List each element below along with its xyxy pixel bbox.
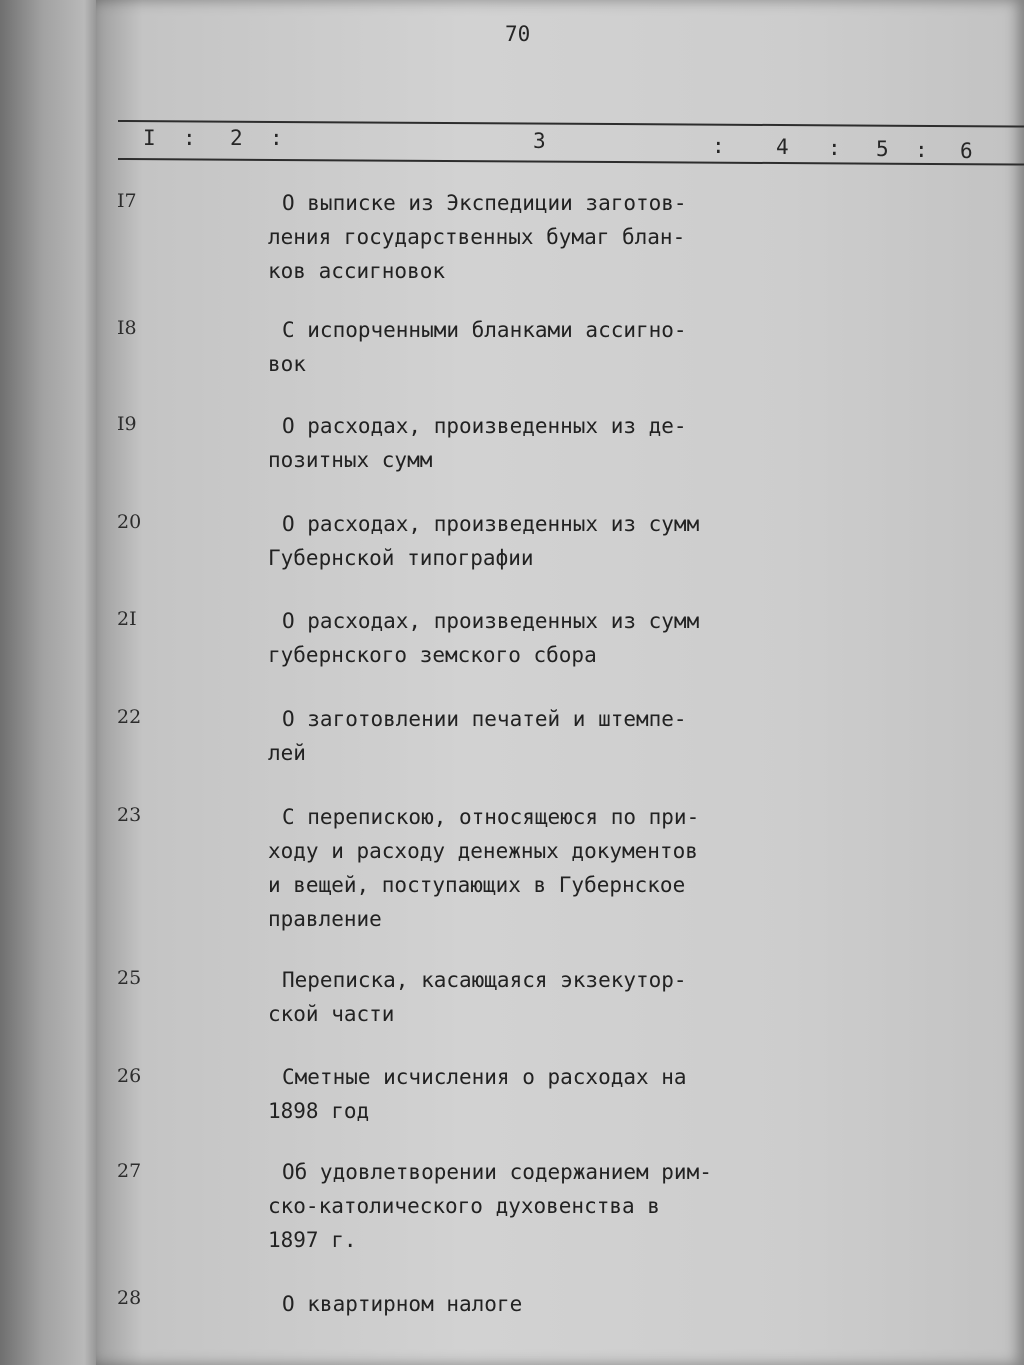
entry-number: 25 <box>117 967 142 989</box>
entry-number: I9 <box>117 413 137 435</box>
entry-line: 1898 год <box>268 1099 370 1123</box>
column-separator: : <box>712 134 725 158</box>
entry-line: ходу и расходу денежных документов <box>268 839 698 863</box>
entry-line: лей <box>268 741 306 765</box>
entry-line: ско-католического духовенства в <box>268 1194 660 1218</box>
column-header: 2 <box>230 126 243 150</box>
entry-number: I8 <box>117 317 137 339</box>
column-header: 4 <box>776 135 789 159</box>
entry-line: О квартирном налоге <box>282 1292 523 1316</box>
entry-line: С испорченными бланками ассигно- <box>282 318 687 342</box>
column-header: 6 <box>960 139 973 163</box>
entry-line: ской части <box>268 1002 395 1026</box>
entry-line: 1897 г. <box>268 1228 357 1252</box>
entry-description <box>268 800 748 936</box>
entry-number: I7 <box>117 190 137 212</box>
entry-line: Сметные исчисления о расходах на <box>282 1065 687 1089</box>
column-separator: : <box>270 126 283 150</box>
entry-line: О расходах, произведенных из сумм <box>282 512 700 536</box>
entry-number: 26 <box>117 1065 142 1087</box>
book-spine <box>0 0 108 1365</box>
entry-description <box>268 702 748 770</box>
entry-description <box>268 1155 748 1257</box>
entry-line: ления государственных бумаг блан- <box>268 225 686 249</box>
column-separator: : <box>183 126 196 150</box>
column-header: I <box>143 126 156 150</box>
entry-line: правление <box>268 907 382 931</box>
entry-description <box>268 963 748 1031</box>
column-header: 5 <box>876 137 889 161</box>
entry-description <box>268 604 748 672</box>
entry-number: 23 <box>117 804 142 826</box>
entry-line: ков ассигновок <box>268 259 446 283</box>
entry-line: Об удовлетворении содержанием рим- <box>282 1160 712 1184</box>
entry-line: Губернской типографии <box>268 546 534 570</box>
entry-line: О заготовлении печатей и штемпе- <box>282 707 687 731</box>
entry-line: вок <box>268 352 306 376</box>
entry-line: О расходах, произведенных из де- <box>282 414 687 438</box>
entry-description <box>268 186 748 288</box>
entry-description <box>268 507 748 575</box>
entry-line: губернского земского сбора <box>268 643 597 667</box>
column-separator: : <box>828 136 841 160</box>
entry-number: 22 <box>117 706 142 728</box>
column-header: 3 <box>533 129 546 153</box>
entry-number: 20 <box>117 511 142 533</box>
entry-number: 28 <box>117 1287 142 1309</box>
column-separator: : <box>915 138 928 162</box>
entry-description <box>268 1287 748 1321</box>
entry-line: позитных сумм <box>268 448 433 472</box>
entry-description <box>268 409 748 477</box>
entry-line: С перепискою, относящеюся по при- <box>282 805 700 829</box>
entry-description <box>268 313 748 381</box>
entry-line: О расходах, произведенных из сумм <box>282 609 700 633</box>
entry-line: Переписка, касающаяся экзекутор- <box>282 968 687 992</box>
entry-number: 2I <box>117 608 137 630</box>
entry-line: О выписке из Экспедиции заготов- <box>282 191 687 215</box>
entry-description <box>268 1060 748 1128</box>
page-number: 70 <box>505 22 531 46</box>
entry-line: и вещей, поступающих в Губернское <box>268 873 686 897</box>
entry-number: 27 <box>117 1160 142 1182</box>
